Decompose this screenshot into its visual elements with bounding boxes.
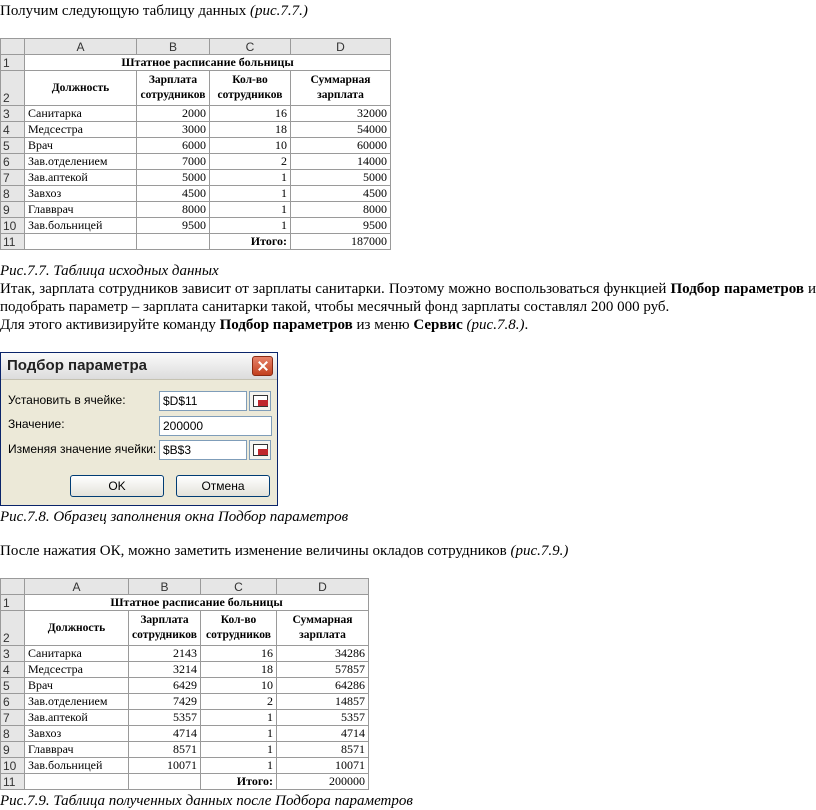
column-header-c[interactable]: C — [201, 579, 277, 595]
paragraph-explanation — [0, 280, 816, 316]
table-body — [1, 646, 369, 774]
row-number[interactable]: 8 — [1, 186, 25, 202]
cell-count[interactable]: 1 — [210, 218, 291, 234]
total-label[interactable]: Итого: — [210, 234, 291, 250]
cell-position[interactable]: Врач — [25, 678, 129, 694]
collapse-dialog-icon[interactable] — [249, 391, 271, 411]
cell-total[interactable]: 34286 — [277, 646, 369, 662]
cell-total[interactable]: 64286 — [277, 678, 369, 694]
cell-count[interactable]: 1 — [201, 742, 277, 758]
cell-count[interactable]: 10 — [201, 678, 277, 694]
cell-salary[interactable]: 5357 — [129, 710, 201, 726]
cell-position[interactable]: Главврач — [25, 202, 137, 218]
row-number[interactable]: 1 — [1, 595, 25, 611]
cell-count[interactable]: 18 — [201, 662, 277, 678]
para2-text-c: из меню — [352, 317, 414, 333]
cell-salary[interactable]: 6429 — [129, 678, 201, 694]
cell-total[interactable]: 5357 — [277, 710, 369, 726]
column-header-a[interactable]: A — [25, 579, 129, 595]
cell-count[interactable]: 18 — [210, 122, 291, 138]
row-number[interactable]: 1 — [1, 55, 25, 71]
header-total[interactable]: Суммарная зарплата — [277, 611, 369, 646]
intro-text: Получим следующую таблицу данных — [0, 3, 250, 19]
cell-position[interactable]: Завхоз — [25, 726, 129, 742]
row-number[interactable]: 11 — [1, 234, 25, 250]
table-row — [1, 742, 369, 758]
row-number[interactable]: 2 — [1, 611, 25, 646]
cell-position[interactable]: Зав.больницей — [25, 218, 137, 234]
row-number[interactable]: 11 — [1, 774, 25, 790]
cell-salary[interactable]: 3214 — [129, 662, 201, 678]
table-row — [1, 106, 391, 122]
cell-total[interactable]: 57857 — [277, 662, 369, 678]
figure-caption-7-8: Рис.7.8. Образец заполнения окна Подбор параметров — [0, 509, 349, 525]
cell-total[interactable]: 14000 — [291, 154, 391, 170]
para3-ref: (рис.7.9.) — [510, 543, 569, 559]
cell-salary[interactable]: 8571 — [129, 742, 201, 758]
cell-position[interactable]: Зав.аптекой — [25, 170, 137, 186]
figure-caption-7-7: Рис.7.7. Таблица исходных данных — [0, 263, 219, 279]
cell-salary[interactable]: 6000 — [137, 138, 210, 154]
row-number[interactable]: 4 — [1, 122, 25, 138]
dialog-titlebar[interactable] — [1, 353, 277, 380]
para2-ref: (рис.7.8.) — [466, 317, 525, 333]
cell-position[interactable]: Зав.аптекой — [25, 710, 129, 726]
header-position[interactable]: Должность — [25, 71, 137, 106]
cell-salary[interactable]: 2000 — [137, 106, 210, 122]
table-row — [1, 218, 391, 234]
table-row — [1, 138, 391, 154]
para2-text-a: Для этого активизируйте команду — [0, 317, 220, 333]
paragraph-instruction — [0, 316, 528, 334]
row-number[interactable]: 6 — [1, 694, 25, 710]
header-position[interactable]: Должность — [25, 611, 129, 646]
corner-cell[interactable] — [1, 39, 25, 55]
row-number[interactable]: 8 — [1, 726, 25, 742]
empty-cell[interactable] — [25, 234, 137, 250]
row-number[interactable]: 2 — [1, 71, 25, 106]
cell-count[interactable]: 10 — [210, 138, 291, 154]
cell-total[interactable]: 8000 — [291, 202, 391, 218]
table-row — [1, 726, 369, 742]
cell-position[interactable]: Санитарка — [25, 106, 137, 122]
column-header-b[interactable]: B — [129, 579, 201, 595]
row-number[interactable]: 7 — [1, 170, 25, 186]
cancel-button[interactable]: Отмена — [176, 475, 270, 497]
cell-count[interactable]: 1 — [201, 710, 277, 726]
cell-position[interactable]: Медсестра — [25, 662, 129, 678]
column-header-c[interactable]: C — [210, 39, 291, 55]
row-number[interactable]: 5 — [1, 678, 25, 694]
table-row — [1, 186, 391, 202]
header-salary[interactable]: Зарплата сотрудников — [129, 611, 201, 646]
cell-salary[interactable]: 10071 — [129, 758, 201, 774]
cell-total[interactable]: 60000 — [291, 138, 391, 154]
total-value[interactable]: 187000 — [291, 234, 391, 250]
para2-end: . — [524, 317, 529, 333]
header-total[interactable]: Суммарная зарплата — [291, 71, 391, 106]
paragraph-result — [0, 542, 568, 560]
set-cell-input[interactable]: $D$11 — [159, 391, 247, 411]
column-header-d[interactable]: D — [277, 579, 369, 595]
cell-total[interactable]: 4714 — [277, 726, 369, 742]
sheet-title[interactable]: Штатное расписание больницы — [25, 595, 369, 611]
changing-cell-label: Изменяя значение ячейки: — [8, 442, 157, 456]
column-header-a[interactable]: A — [25, 39, 137, 55]
cell-total[interactable]: 32000 — [291, 106, 391, 122]
table-row — [1, 154, 391, 170]
empty-cell[interactable] — [25, 774, 129, 790]
cell-total[interactable]: 5000 — [291, 170, 391, 186]
row-number[interactable]: 9 — [1, 742, 25, 758]
cell-position[interactable]: Санитарка — [25, 646, 129, 662]
changing-cell-input[interactable]: $B$3 — [159, 440, 247, 460]
cell-total[interactable]: 4500 — [291, 186, 391, 202]
row-number[interactable]: 5 — [1, 138, 25, 154]
cell-count[interactable]: 16 — [210, 106, 291, 122]
table-row — [1, 122, 391, 138]
para2-bold-command: Подбор параметров — [219, 317, 353, 333]
value-label: Значение: — [8, 417, 65, 431]
row-number[interactable]: 3 — [1, 106, 25, 122]
cell-salary[interactable]: 7000 — [137, 154, 210, 170]
ok-button[interactable]: OK — [70, 475, 164, 497]
cell-position[interactable]: Зав.отделением — [25, 154, 137, 170]
header-salary[interactable]: Зарплата сотрудников — [137, 71, 210, 106]
empty-cell[interactable] — [137, 234, 210, 250]
cell-salary[interactable]: 9500 — [137, 218, 210, 234]
cell-total[interactable]: 14857 — [277, 694, 369, 710]
row-number[interactable]: 3 — [1, 646, 25, 662]
para1-bold-function: Подбор параметров — [670, 281, 804, 297]
goal-seek-dialog — [0, 352, 278, 506]
cell-position[interactable]: Врач — [25, 138, 137, 154]
cell-position[interactable]: Зав.отделением — [25, 694, 129, 710]
cell-count[interactable]: 2 — [210, 154, 291, 170]
para1-text-c: и подобрать параметр – зарплата санитарки такой, чтобы месячный фонд зарплаты составлял 200 000 руб. — [0, 281, 816, 315]
table-row — [1, 170, 391, 186]
intro-line — [0, 2, 308, 20]
column-header-d[interactable]: D — [291, 39, 391, 55]
para3-text: После нажатия ОК, можно заметить изменение величины окладов сотрудников — [0, 543, 511, 559]
table-row — [1, 678, 369, 694]
spreadsheet-result — [0, 578, 369, 790]
table-row — [1, 694, 369, 710]
cell-salary[interactable]: 4714 — [129, 726, 201, 742]
header-count[interactable]: Кол-во сотрудников — [201, 611, 277, 646]
header-count[interactable]: Кол-во сотрудников — [210, 71, 291, 106]
row-number[interactable]: 7 — [1, 710, 25, 726]
cell-count[interactable]: 1 — [210, 202, 291, 218]
cell-count[interactable]: 1 — [210, 186, 291, 202]
total-label[interactable]: Итого: — [201, 774, 277, 790]
cell-position[interactable]: Зав.больницей — [25, 758, 129, 774]
row-number[interactable]: 6 — [1, 154, 25, 170]
close-icon[interactable] — [252, 356, 273, 376]
table-row — [1, 758, 369, 774]
cell-salary[interactable]: 7429 — [129, 694, 201, 710]
cell-salary[interactable]: 2143 — [129, 646, 201, 662]
table-body — [1, 106, 391, 234]
value-input[interactable]: 200000 — [159, 416, 272, 436]
table-row — [1, 662, 369, 678]
table-row — [1, 646, 369, 662]
cell-count[interactable]: 1 — [210, 170, 291, 186]
cell-salary[interactable]: 4500 — [137, 186, 210, 202]
cell-count[interactable]: 2 — [201, 694, 277, 710]
cell-count[interactable]: 16 — [201, 646, 277, 662]
cell-total[interactable]: 10071 — [277, 758, 369, 774]
cell-count[interactable]: 1 — [201, 758, 277, 774]
cell-position[interactable]: Медсестра — [25, 122, 137, 138]
spreadsheet-initial — [0, 38, 391, 250]
cell-total[interactable]: 9500 — [291, 218, 391, 234]
cell-salary[interactable]: 3000 — [137, 122, 210, 138]
set-cell-label: Установить в ячейке: — [8, 393, 126, 407]
cell-position[interactable]: Завхоз — [25, 186, 137, 202]
cell-salary[interactable]: 5000 — [137, 170, 210, 186]
row-number[interactable]: 4 — [1, 662, 25, 678]
total-value[interactable]: 200000 — [277, 774, 369, 790]
cell-count[interactable]: 1 — [201, 726, 277, 742]
para2-bold-menu: Сервис — [413, 317, 463, 333]
para1-text-a: Итак, зарплата сотрудников зависит от зарплаты санитарки. Поэтому можно воспользоваться функцией — [0, 281, 671, 297]
figure-caption-7-9: Рис.7.9. Таблица полученных данных после Подбора параметров — [0, 793, 413, 809]
cell-salary[interactable]: 8000 — [137, 202, 210, 218]
collapse-dialog-icon[interactable] — [249, 440, 271, 460]
row-number[interactable]: 10 — [1, 758, 25, 774]
empty-cell[interactable] — [129, 774, 201, 790]
intro-ref: (рис.7.7.) — [250, 3, 308, 19]
corner-cell[interactable] — [1, 579, 25, 595]
dialog-title: Подбор параметра — [7, 357, 148, 374]
table-row — [1, 202, 391, 218]
cell-position[interactable]: Главврач — [25, 742, 129, 758]
cell-total[interactable]: 8571 — [277, 742, 369, 758]
row-number[interactable]: 9 — [1, 202, 25, 218]
cell-total[interactable]: 54000 — [291, 122, 391, 138]
table-row — [1, 710, 369, 726]
column-header-b[interactable]: B — [137, 39, 210, 55]
row-number[interactable]: 10 — [1, 218, 25, 234]
sheet-title[interactable]: Штатное расписание больницы — [25, 55, 391, 71]
